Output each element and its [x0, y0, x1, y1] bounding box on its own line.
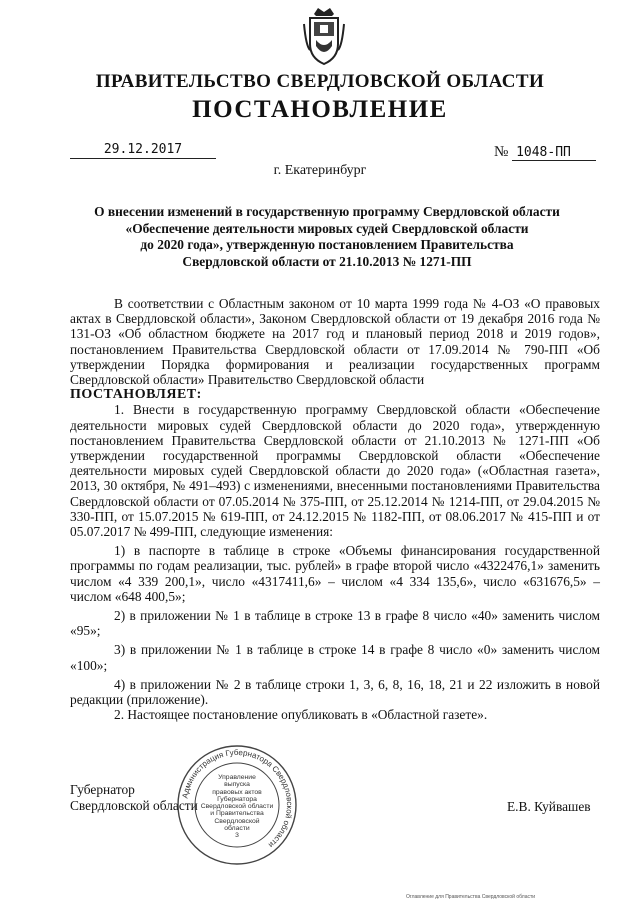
heading-line: до 2020 года», утвержденную постановлением Правительства — [140, 237, 514, 253]
document-body — [70, 296, 600, 722]
number-value: 1048-ПП — [512, 145, 596, 161]
subparagraph-1: 1) в паспорте в таблице в строке «Объемы финансирования государственной программы по годам реализации, тыс. рублей» в графе второй число «4322476,1» заменить числом «4 339 200,1», число «4317411,6» – числом «4 334 135,6», число «631676,5» – числом «648 400,5»; — [70, 543, 600, 604]
document-number — [494, 144, 596, 161]
stamp-line: 3 — [235, 832, 239, 840]
signatory-name: Е.В. Куйвашев — [507, 799, 591, 814]
heading-line: Свердловской области от 21.10.2013 № 1271-ПП — [182, 253, 472, 269]
paragraph-item-1: 1. Внести в государственную программу Свердловской области «Обеспечение деятельности мировых судей Свердловской области до 2020 года», утвержденную постановлением Правительства Свердловской области от 21.10.2013 № 1271-ПП «Об утверждении государственной программы Свердловской области «Обеспечение деятельности мировых судей Свердловской области до 2020 года» («Областная газета», 2013, 30 октября, № 491–493) с изменениями, внесенными постановлениями Правительства Свердловской области от 07.05.2014 № 375-ПП, от 25.12.2014 № 1214-ПП, от 29.04.2015 № 330-ПП, от 15.07.2015 № 619-ПП, от 24.12.2015 № 1182-ПП, от 08.06.2017 № 415-ПП и от 05.07.2017 № 499-ПП, следующие изменения: — [70, 402, 600, 540]
stamp-line: Губернатора — [217, 795, 257, 803]
stamp-line: выпуска — [224, 781, 250, 789]
coat-of-arms-icon — [302, 6, 346, 66]
footer-note: Оглавление для Правительства Свердловской области — [406, 894, 536, 900]
stamp-ring-text: Администрация Губернатора Свердловской области — [180, 747, 295, 850]
number-sign: № — [494, 144, 509, 160]
stamp-line: Свердловской — [214, 817, 260, 825]
resolve-word: ПОСТАНОВЛЯЕТ: — [70, 387, 202, 403]
stamp-line: Управление — [218, 774, 256, 781]
position-line: Губернатор — [70, 782, 135, 797]
stamp-inner-text — [200, 774, 274, 840]
subparagraph-3: 3) в приложении № 1 в таблице в строке 14 в графе 8 число «0» заменить числом «100»; — [70, 642, 600, 673]
document-date: 29.12.2017 — [70, 142, 216, 159]
subparagraph-4: 4) в приложении № 2 в таблице строки 1, 3, 6, 8, 16, 18, 21 и 22 изложить в новой редакции (приложение). — [70, 676, 600, 708]
paragraph-item-2: 2. Настоящее постановление опубликовать в «Областной газете». — [114, 707, 488, 723]
government-title: ПРАВИТЕЛЬСТВО СВЕРДЛОВСКОЙ ОБЛАСТИ — [95, 71, 545, 92]
subparagraph-2: 2) в приложении № 1 в таблице в строке 13 в графе 8 число «40» заменить числом «95»; — [70, 608, 600, 639]
document-heading — [72, 204, 582, 270]
position-line: Свердловской области — [70, 798, 198, 813]
stamp-line: области — [224, 825, 250, 833]
city-line: г. Екатеринбург — [273, 163, 367, 178]
stamp-line: Свердловской области — [200, 803, 274, 811]
stamp-line: и Правительства — [210, 810, 264, 818]
preamble-paragraph: В соответствии с Областным законом от 10 марта 1999 года № 4-ОЗ «О правовых актах в Свердловской области», Законом Свердловской области от 19 декабря 2016 года № 131-ОЗ «Об областном бюджете на 2017 год и плановый период 2018 и 2019 годов», постановлением Правительства Свердловской области от 17.09.2014 № 790-ПП «Об утверждении Порядка формирования и реализации государственных программ Свердловской области» Правительство Свердловской области — [70, 296, 600, 388]
heading-line: О внесении изменений в государственную программу Свердловской области — [94, 204, 560, 219]
document-type: ПОСТАНОВЛЕНИЕ — [192, 96, 448, 123]
heading-line: «Обеспечение деятельности мировых судей Свердловской области — [125, 220, 529, 236]
stamp-line: правовых актов — [212, 788, 262, 796]
